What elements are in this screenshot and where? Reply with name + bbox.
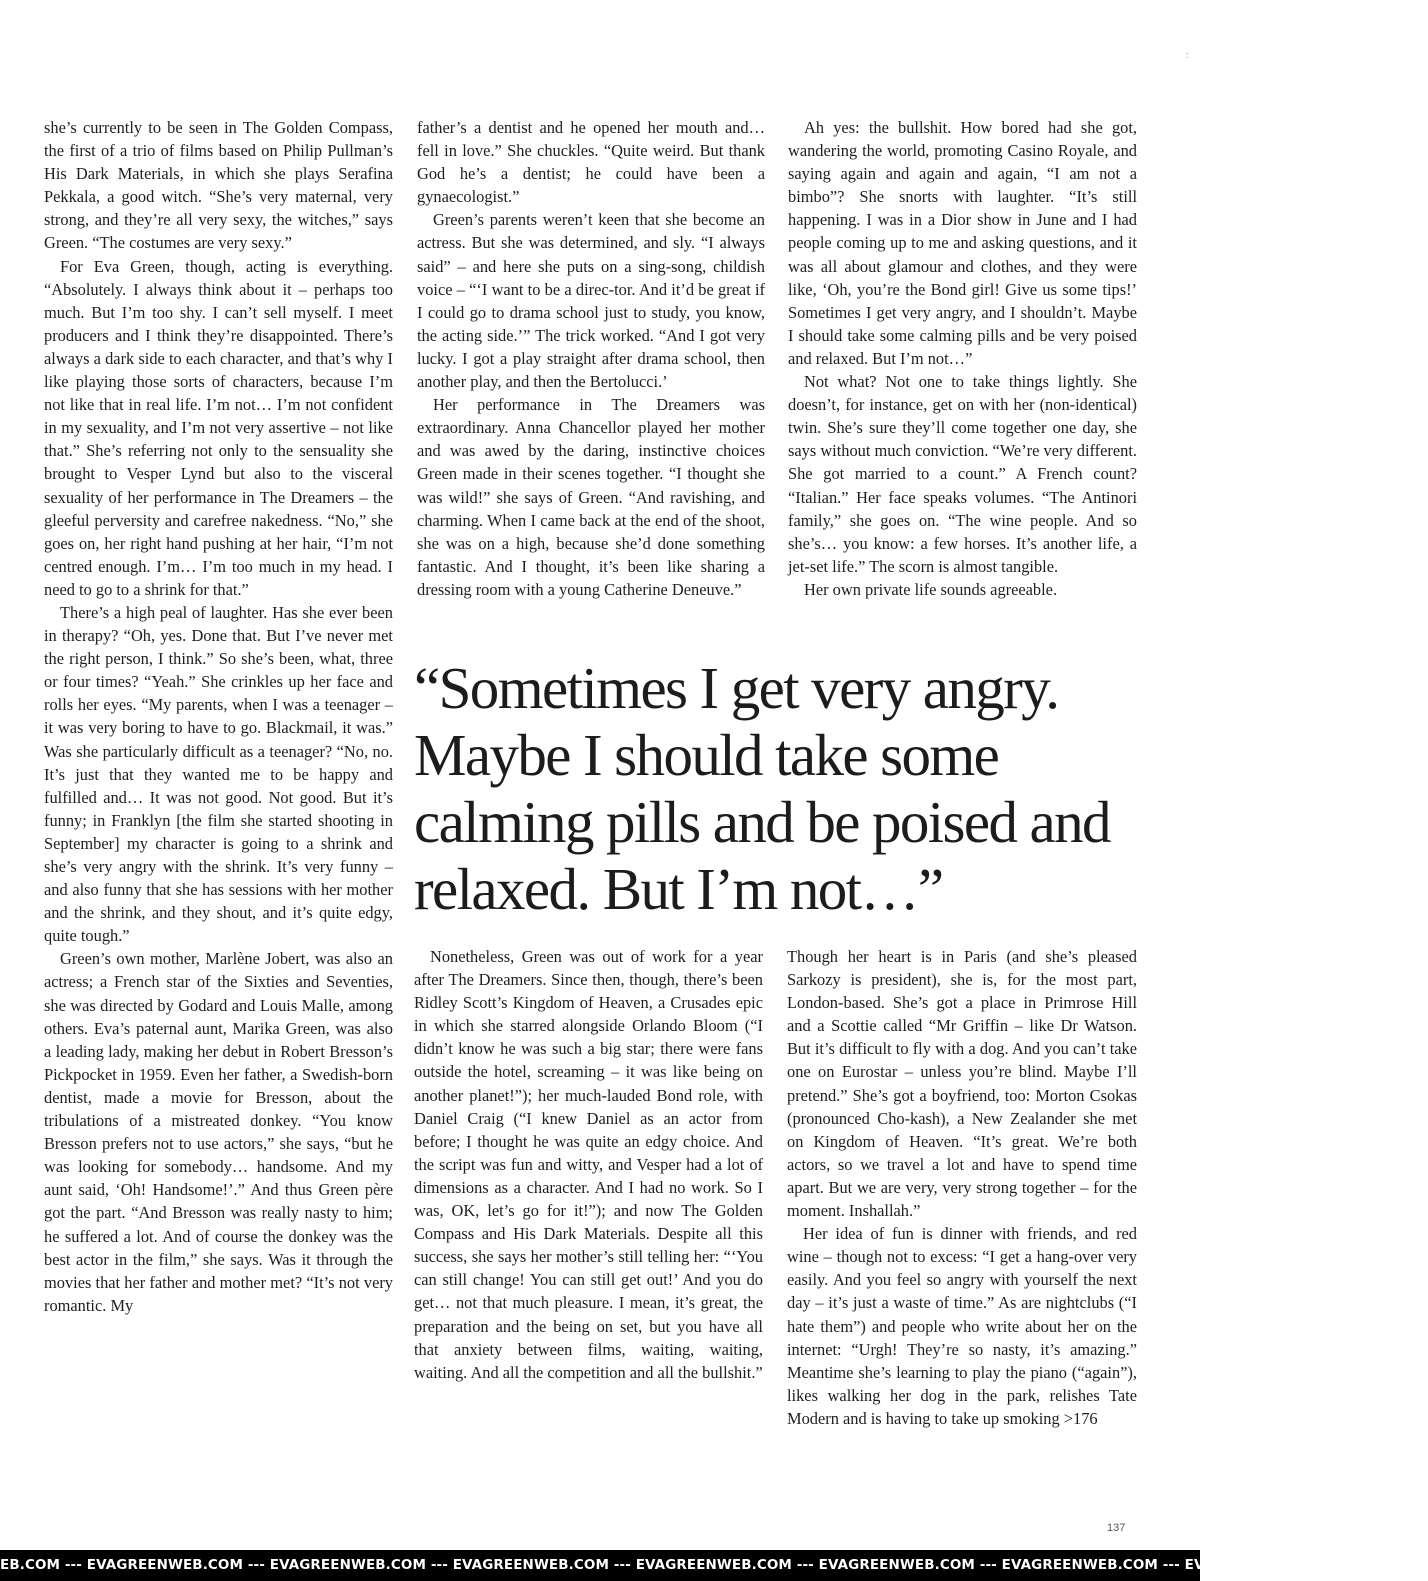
paragraph: Green’s own mother, Marlène Jobert, was also an actress; a French star of the Sixties and Seventies, she was directed by Godard and Louis Malle, among others. Eva’s paternal aunt, Marika Green, was also a leading lady, making her debut in Robert Bresson’s Pickpocket in 1959. Even her father, a Swedish-born dentist, made a movie for Bresson, about the tribulations of a mistreated donkey. “You know Bresson prefers not to use actors,” she says, “but he was looking for somebody… handsome. And my aunt said, ‘Oh! Handsome!’.” And thus Green père got the part. “And Bresson was really nasty to him; he suffered a lot. And of course the donkey was the best actor in the film,” she says. Was it through the movies that her father and mother met? “It’s not very romantic. My: [44, 949, 393, 1315]
paragraph: Green’s parents weren’t keen that she become an actress. But she was determined, and sly. “I always said” – and here she puts on a sing-song, childish voice – “‘I want to be a direc-tor. And it’d be great if I could go to drama school just to study, you know, the acting side.’” The trick worked. “And I got very lucky. I got a play straight after drama school, then another play, and then the Bertolucci.’: [417, 210, 765, 392]
paragraph: Her own private life sounds agreeable.: [804, 579, 1058, 599]
article-column-2: [417, 116, 765, 601]
paragraph: Ah yes: the bullshit. How bored had she got, wandering the world, promoting Casino Royale, and saying again and again and again, “I am not a bimbo”? She snorts with laughter. “It’s still happening. I was in a Dior show in June and I had people coming up to me and asking questions, and it was all about glamour and clothes, and they were like, ‘Oh, you’re the Bond girl! Give us some tips!’ Sometimes I get very angry, and I shouldn’t. Maybe I should take some calming pills and be very poised and relaxed. But I’m not…”: [788, 118, 1137, 368]
article-column-1: [44, 116, 393, 1317]
page-number: 137: [1107, 1522, 1126, 1534]
paragraph: Not what? Not one to take things lightly. She doesn’t, for instance, get on with her (non-identical) twin. She’s sure they’ll come together one day, she says without much conviction. “We’re very different. She got married to a count.” A French count? “Italian.” Her face speaks volumes. “The Antinori family,” she goes on. “The wine people. And so she’s… you know: a few horses. It’s another life, a jet-set life.” The scorn is almost tangible.: [788, 372, 1137, 576]
article-column-3: [788, 116, 1137, 601]
paragraph: she’s currently to be seen in The Golden Compass, the first of a trio of films based on Philip Pullman’s His Dark Materials, in which she plays Serafina Pekkala, a good witch. “She’s very maternal, very strong, and they’re all very sexy, the witches,” says Green. “The costumes are very sexy.”: [44, 118, 393, 253]
pull-quote: “Sometimes I get very angry. Maybe I should take some calming pills and be poised and relaxed. But I’m not…”: [414, 655, 1110, 922]
paragraph: There’s a high peal of laughter. Has she ever been in therapy? “Oh, yes. Done that. But I’ve never met the right person, I think.” So she’s been, what, three or four times? “Yeah.” She crinkles up her face and rolls her eyes. “My parents, when I was a teenager – it was very boring to have to go. Blackmail, it was.” Was she particularly difficult as a teenager? “No, no. It’s just that they wanted me to be happy and fulfilled and… It was not good. Not good. But it’s funny; in Franklyn [the film she started shooting in September] my character is going to a shrink and she’s very angry with the shrink. It’s very funny – and also funny that she has sessions with her mother and the shrink, and they shout, and it’s quite edgy, quite tough.”: [44, 602, 393, 946]
corner-mark: :: [1186, 50, 1189, 60]
article-column-3-lower: [787, 945, 1137, 1430]
paragraph: Her performance in The Dreamers was extraordinary. Anna Chancellor played her mother and was awed by the daring, instinctive choices Green made in their scenes together. “I thought she was wild!” she says of Green. “And ravishing, and charming. When I came back at the end of the shoot, she was on a high, because she’d done something fantastic. And I thought, it’s been like sharing a dressing room with a young Catherine Deneuve.”: [417, 395, 765, 599]
paragraph: Though her heart is in Paris (and she’s pleased Sarkozy is president), she is, for the most part, London-based. She’s got a place in Primrose Hill and a Scottie called “Mr Griffin – like Dr Watson. But it’s difficult to fly with a dog. And you can’t take one on Eurostar – unless you’re blind. Maybe I’ll pretend.” She’s got a boyfriend, too: Morton Csokas (pronounced Cho-kash), a New Zealander she met on Kingdom of Heaven. “It’s great. We’re both actors, so we travel a lot and have to spend time apart. But we are very, very strong together – for the moment. Inshallah.”: [787, 947, 1137, 1221]
paragraph: Her idea of fun is dinner with friends, and red wine – though not to excess: “I get a hang-over very easily. And you feel so angry with yourself the next day – it’s just a waste of time.” As are nightclubs (“I hate them”) and people who write about her on the internet: “Urgh! They’re so nasty, it’s amazing.” Meantime she’s learning to play the piano (“again”), likes walking her dog in the park, relishes Tate Modern and is having to take up smoking >176: [787, 1224, 1137, 1428]
paragraph: father’s a dentist and he opened her mouth and… fell in love.” She chuckles. “Quite weird. But thank God he’s a dentist; he could have been a gynaecologist.”: [417, 118, 765, 207]
watermark-banner: EB.COM --- EVAGREENWEB.COM --- EVAGREENWEB.COM --- EVAGREENWEB.COM --- EVAGREENWEB.COM --- EVAGREENWEB.COM --- EVAGREENWEB.COM --- EVAGREENWEB.COM --- EVAGRE: [0, 1550, 1200, 1581]
article-column-2-lower: [414, 945, 763, 1384]
paragraph: Nonetheless, Green was out of work for a year after The Dreamers. Since then, though, there’s been Ridley Scott’s Kingdom of Heaven, a Crusades epic in which she starred alongside Orlando Bloom (“I didn’t know he was such a big star; there were fans outside the hotel, screaming – it was like being on another planet!”); her much-lauded Bond role, with Daniel Craig (“I knew Daniel as an actor from before; I thought he was quite an edgy choice. And the script was fun and witty, and Vesper had a lot of dimensions as a character. And I had no work. So I was, OK, let’s go for it!”); and now The Golden Compass and His Dark Materials. Despite all this success, she says her mother’s still telling her: “‘You can still change! You can still get out!’ And you do get… not that much pleasure. I mean, it’s great, the preparation and the being on set, but you have all that anxiety between films, waiting, waiting, waiting. And all the competition and all the bullshit.”: [414, 947, 763, 1382]
paragraph: For Eva Green, though, acting is everything. “Absolutely. I always think about it – perhaps too much. But I’m too shy. I can’t sell myself. I meet producers and I think they’re disappointed. There’s always a dark side to each character, and that’s why I like playing those sorts of characters, because I’m not like that in real life. I’m not… I’m not confident in my sexuality, and I’m not very assertive – not like that.” She’s referring not only to the sensuality she brought to Vesper Lynd but also to the visceral sexuality of her performance in The Dreamers – the gleeful perversity and carefree nakedness. “No,” she goes on, her right hand pushing at her hair, “I’m not centred enough. I’m… I’m too much in my head. I need to go to a shrink for that.”: [44, 256, 393, 599]
